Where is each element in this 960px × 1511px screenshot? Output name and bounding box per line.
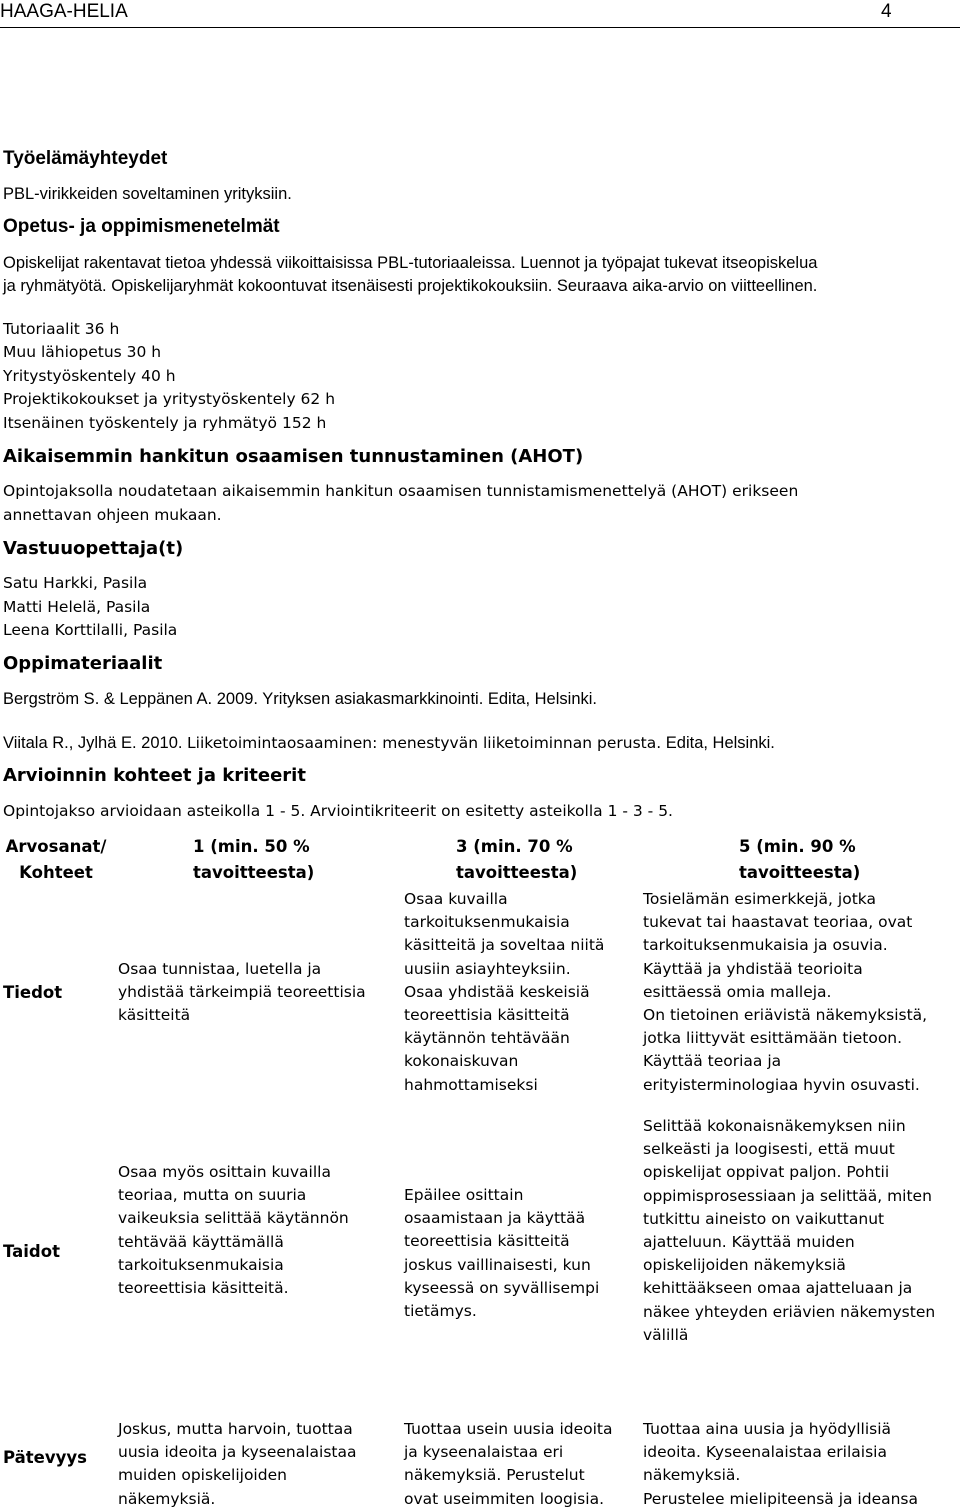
- table-cell-taidot-3: Epäilee osittain osaamistaan ja käyttää teoreettisia käsitteitä joskus vaillinaisesti, kun kyseessä on syvällisempi tietämys.: [404, 1186, 600, 1321]
- workload-item: Yritystyöskentely 40 h: [3, 367, 176, 385]
- table-cell-patevyys-1: Joskus, mutta harvoin, tuottaa uusia ideoita ja kyseenalaistaa muiden opiskelijoiden näkemyksiä.: [118, 1420, 357, 1508]
- material-ref-2: [3, 731, 775, 756]
- assessment-heading: Arvioinnin kohteet ja kriteerit: [3, 765, 306, 786]
- teacher-name: Matti Helelä, Pasila: [3, 598, 151, 616]
- teacher-name: Satu Harkki, Pasila: [3, 574, 148, 592]
- assessment-text: Opintojakso arvioidaan asteikolla 1 - 5. Arviointikriteerit on esitetty asteikolla 1 - 3 - 5.: [3, 802, 673, 820]
- table-corner-header: Arvosanat/ Kohteet: [5, 837, 107, 882]
- teachers-heading: Vastuuopettaja(t): [3, 538, 184, 559]
- ahot-heading: Aikaisemmin hankitun osaamisen tunnustaminen (AHOT): [3, 446, 584, 467]
- ahot-line-2: annettavan ohjeen mukaan.: [3, 506, 222, 524]
- table-cell-patevyys-5: Tuottaa aina uusia ja hyödyllisiä ideoita. Kyseenalaistaa erilaisia näkemyksiä. Perustelee mielipiteensä ja ideansa: [643, 1420, 919, 1508]
- workload-item: Itsenäinen työskentely ja ryhmätyö 152 h: [3, 414, 327, 432]
- table-column-header-3: 3 (min. 70 % tavoitteesta): [456, 837, 578, 882]
- table-cell-tiedot-5: Tosielämän esimerkkejä, jotka tukevat tai haastavat teoriaa, ovat tarkoituksenmukaisia ja osuvia. Käyttää ja yhdistää teorioita esittäessä omia malleja. On tietoinen eriävistä näkemyksistä, jotka liittyvät esittämään tietoon. Käyttää teoriaa ja erityisterminologiaa hyvin osuvasti.: [643, 890, 928, 1094]
- table-column-header-5: 5 (min. 90 % tavoitteesta): [739, 837, 861, 882]
- table-cell-tiedot-1: Osaa tunnistaa, luetella ja yhdistää tärkeimpiä teoreettisia käsitteitä: [118, 960, 366, 1025]
- teaching-line-2: ja ryhmätyötä. Opiskelijaryhmät kokoontuvat itsenäisesti projektikokouksiin. Seuraava aika-arvio on viitteellinen.: [3, 277, 818, 295]
- table-column-header-1: 1 (min. 50 % tavoitteesta): [193, 837, 315, 882]
- teaching-line-1: Opiskelijat rakentavat tietoa yhdessä viikoittaisissa PBL-tutoriaaleissa. Luennot ja työpajat tukevat itseopiskelua: [3, 254, 818, 272]
- material-ref-2-authors: Viitala R., Jylhä E. 2010.: [3, 734, 188, 752]
- table-cell-taidot-5: Selittää kokonaisnäkemyksen niin selkeästi ja loogisesti, että muut opiskelijat oppivat paljon. Pohtii oppimisprosessiaan ja selittää, miten tutkittu aineisto on vaikuttanut ajatteluun. Käyttää muiden opiskelijoiden näkemyksiä kehittääkseen omaa ajatteluaan ja näkee yhteyden eriävien näkemysten välillä: [643, 1117, 936, 1344]
- material-ref-2-publisher: Edita, Helsinki.: [661, 734, 775, 752]
- table-row-label-tiedot: Tiedot: [3, 983, 63, 1002]
- header-org: HAAGA-HELIA: [0, 1, 128, 22]
- page-number: 4: [881, 1, 892, 22]
- work-life-text: PBL-virikkeiden soveltaminen yrityksiin.: [3, 185, 292, 203]
- table-cell-patevyys-3: Tuottaa usein uusia ideoita ja kyseenalaistaa eri näkemyksiä. Perustelut ovat useimmiten loogisia.: [404, 1420, 613, 1508]
- workload-item: Tutoriaalit 36 h: [3, 320, 120, 338]
- ahot-line-1: Opintojaksolla noudatetaan aikaisemmin hankitun osaamisen tunnistamismenettelyä (AHOT) erikseen: [3, 482, 799, 500]
- work-life-heading: Työelämäyhteydet: [3, 148, 168, 169]
- material-ref-2-title: Liiketoimintaosaaminen: menestyvän liiketoiminnan perusta.: [187, 734, 662, 752]
- workload-item: Projektikokoukset ja yritystyöskentely 62 h: [3, 390, 336, 408]
- material-ref-1: Bergström S. & Leppänen A. 2009. Yrityksen asiakasmarkkinointi. Edita, Helsinki.: [3, 690, 597, 708]
- teacher-name: Leena Korttilalli, Pasila: [3, 621, 178, 639]
- table-row-label-patevyys: Pätevyys: [3, 1448, 87, 1467]
- header-rule: [0, 27, 960, 28]
- teaching-heading: Opetus- ja oppimismenetelmät: [3, 216, 280, 237]
- materials-heading: Oppimateriaalit: [3, 653, 163, 674]
- workload-item: Muu lähiopetus 30 h: [3, 343, 162, 361]
- table-row-label-taidot: Taidot: [3, 1242, 60, 1261]
- table-cell-taidot-1: Osaa myös osittain kuvailla teoriaa, mutta on suuria vaikeuksia selittää käytännön tehtävää käyttämällä tarkoituksenmukaisia teoreettisia käsitteitä.: [118, 1163, 349, 1298]
- table-cell-tiedot-3: Osaa kuvailla tarkoituksenmukaisia käsitteitä ja soveltaa niitä uusiin asiayhteyksiin. Osaa yhdistää keskeisiä teoreettisia käsitteitä käytännön tehtävään kokonaiskuvan hahmottamiseksi: [404, 890, 605, 1094]
